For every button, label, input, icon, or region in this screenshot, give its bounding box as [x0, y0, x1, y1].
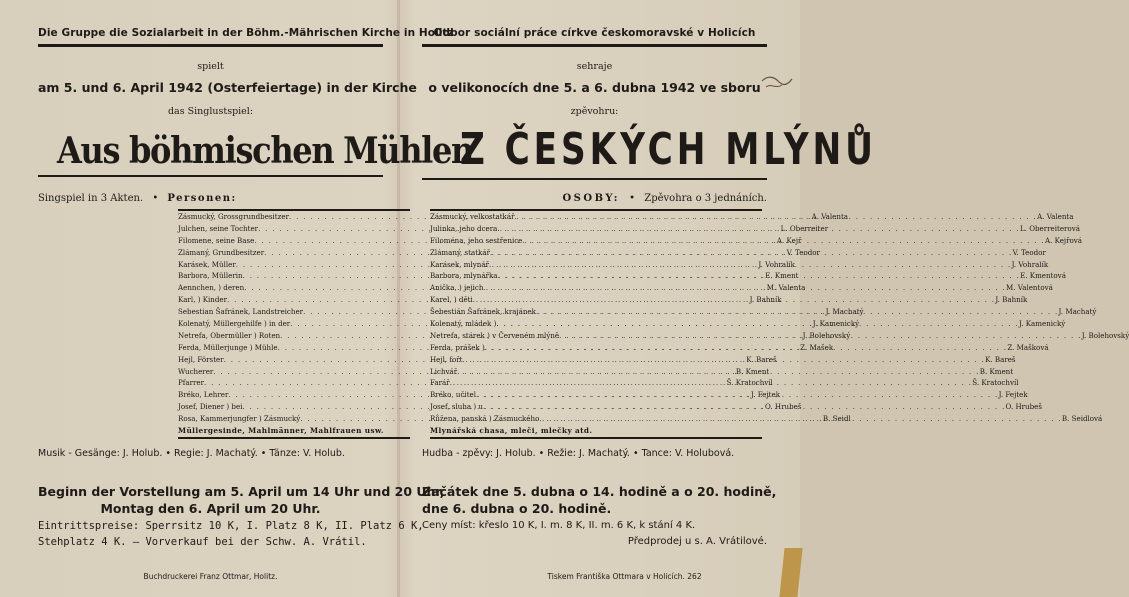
cast-role: Karásek, mlynář	[430, 259, 489, 269]
leader-dots	[536, 306, 1059, 318]
cast-actor: K. Bareš	[985, 354, 1016, 364]
acts-persons-line	[38, 193, 383, 204]
leader-dots	[457, 366, 980, 378]
cast-role: Karl, ) Kinder	[178, 295, 227, 305]
cast-row	[430, 223, 1080, 235]
title-rule	[422, 178, 767, 180]
leader-dots	[522, 235, 1045, 247]
cast-role: Filoména, jeho sestřenice	[430, 235, 523, 245]
persons-label: OSOBY:	[562, 193, 620, 204]
cast-role: Julinka, jeho dcera	[430, 223, 498, 233]
cast-actor: J. Bolehovský	[802, 330, 851, 340]
cast-actor: J. Fejtek	[750, 390, 781, 400]
cast-role: Zásmucký, velkostatkář	[430, 212, 515, 221]
cast-actor: E. Kmentová	[1020, 271, 1066, 281]
cast-actor: J. Machatý	[1058, 307, 1097, 317]
cast-row	[430, 366, 1014, 378]
cast-role: Barbora, mlynářka	[430, 271, 498, 281]
cast-note: Müllergesinde, Mahlmänner, Mahlfrauen usw.	[178, 426, 384, 436]
acts-label: Singspiel in 3 Akten.	[38, 193, 144, 204]
begin-line-2: dne 6. dubna o 20. hodině.	[422, 501, 612, 516]
cast-role: Šebestián Šafránek, krajánek	[430, 307, 536, 317]
cast-role: Filomene, seine Base	[178, 235, 255, 245]
cast-actor: B. Kment	[735, 366, 770, 376]
prices-line-1: Ceny míst: křeslo 10 K, I. m. 8 K, II. m. 6 K, k stání 4 K.	[422, 520, 696, 531]
cast-role: Netrefa, Obermüller ) Roten	[178, 330, 281, 340]
cast-row	[430, 354, 1016, 366]
cast-row	[430, 270, 1066, 282]
cast-role: Julchen, seine Tochter	[178, 223, 259, 233]
org-heading: Die Gruppe die Sozialarbeit in der Böhm.-Mährischen Kirche in Holitz	[38, 27, 454, 39]
cast-actor: J. Kamenický	[1018, 319, 1066, 329]
cast-row	[430, 318, 1066, 330]
cast-role: Wucherer	[178, 366, 214, 376]
cast-role: Růžena, panská ) Zásmuckého	[430, 414, 540, 424]
cast-role: Netrefa, stárek ) v Červeném mlýně	[430, 330, 560, 340]
cast-role: Zásmucký, Grossgrundbesitzer	[178, 212, 289, 221]
cast-role: Ferda, prášek )	[430, 342, 485, 352]
cast-role: Rosa, Kammerjungfer ) Zásmucký	[178, 414, 301, 424]
cast-role: Josef, sluha ) u	[430, 402, 483, 412]
leader-dots	[514, 211, 1037, 223]
acts-persons-line	[422, 193, 767, 204]
leader-dots	[476, 389, 999, 401]
cast-actor: B. Seidl	[822, 414, 851, 424]
leader-dots	[483, 401, 1006, 413]
cast-role: Lichvář	[430, 366, 458, 376]
cast-actor: K. Bareš	[746, 354, 777, 364]
cast-role: Zlámaný, Grundbesitzer	[178, 247, 265, 257]
acts-label: Zpěvohra o 3 jednáních.	[644, 193, 767, 204]
cast-note: Mlynářská chasa, mleči, mlečky atd.	[430, 426, 593, 436]
cast-row	[430, 401, 1042, 413]
cast-actor: B. Seidlová	[1061, 414, 1103, 424]
cast-actor: A. Valenta	[1037, 212, 1074, 221]
cast-role: Hejl, Förster	[178, 354, 224, 364]
leader-dots	[483, 282, 1006, 294]
begin-line-1: Beginn der Vorstellung am 5. April um 14 Uhr und 20 Uhr,	[38, 484, 445, 499]
leader-dots	[489, 259, 1012, 271]
begin-line-2: Montag den 6. April um 20 Uhr.	[100, 501, 321, 516]
cast-row	[430, 330, 1129, 342]
cast-row	[430, 413, 1103, 425]
title-rule	[38, 175, 383, 177]
pencil-mark-icon	[760, 73, 794, 93]
cast-actor: E. Kment	[765, 271, 799, 281]
leader-dots	[490, 247, 1013, 259]
cast-actor: J. Kamenický	[812, 319, 860, 329]
cast-actor: Z. Mašková	[1007, 342, 1049, 352]
begin-line-1: Začátek dne 5. dubna o 14. hodině a o 20. hodině,	[422, 484, 777, 499]
leader-dots	[485, 342, 1008, 354]
prices-line-2: Předprodej u s. A. Vrátilové.	[627, 536, 767, 547]
persons-label: Personen:	[167, 193, 237, 204]
genre-line: das Singlustspiel:	[167, 106, 254, 117]
cast-actor: Z. Mašek	[800, 342, 834, 352]
cast-role: Aennchen, ) deren	[178, 283, 245, 293]
cast-actor: B. Kment	[979, 366, 1014, 376]
leader-dots	[450, 377, 973, 389]
cast-actor: A. Kejř	[776, 235, 802, 245]
genre-line: zpěvohru:	[570, 106, 619, 117]
date-line: o velikonocích dne 5. a 6. dubna 1942 ve sboru	[428, 80, 761, 95]
cast-actor: M. Valenta	[766, 283, 806, 293]
cast-actor: J. Fejtek	[998, 390, 1028, 400]
cast-actor: O. Hrubeš	[765, 402, 802, 412]
cast-role: Karel, ) děti	[430, 295, 473, 305]
cast-actor: J. Bolehovský	[1081, 330, 1129, 340]
cast-actor: Š. Kratochvíl	[972, 378, 1019, 388]
cast-actor: J. Machatý	[825, 307, 864, 317]
credits-line: Hudba - zpěvy: J. Holub. • Režie: J. Machatý. • Tance: V. Holubová.	[422, 448, 735, 459]
cast-role: Karásek, Müller	[178, 259, 236, 269]
plays-label: sehraje	[576, 61, 613, 72]
leader-dots	[473, 294, 996, 306]
cast-role: Ferda, Müllerjunge ) Mühle	[178, 342, 278, 352]
cast-row	[430, 377, 1019, 389]
date-line: am 5. und 6. April 1942 (Osterfeiertage) in der Kirche	[38, 80, 417, 95]
leader-dots	[497, 223, 1020, 235]
cast-role: Bréko, učitel	[430, 390, 477, 400]
cast-actor: A. Valenta	[811, 212, 849, 221]
prices-line-1: Eintrittspreise: Sperrsitz 10 K, I. Platz 8 K, II. Platz 6 K,	[38, 520, 424, 532]
bullet-icon: •	[629, 193, 636, 204]
cast-row	[430, 306, 1097, 318]
cast-actor: V. Teodor	[786, 247, 820, 257]
bullet-icon: •	[152, 193, 159, 204]
play-title: Aus böhmischen Mühlen	[56, 130, 474, 172]
cast-actor: M. Valentová	[1005, 283, 1053, 293]
prices-line-2: Stehplatz 4 K. — Vorverkauf bei der Schw. A. Vrátil.	[38, 536, 367, 548]
cast-role: Kolenatý, Müllergehilfe ) in der	[178, 319, 291, 329]
cast-role: Hejl, fořt	[430, 354, 463, 364]
cast-actor: L. Oberreiterová	[1019, 223, 1080, 233]
cast-row	[430, 211, 1074, 223]
cast-actor: V. Teodor	[1012, 247, 1046, 257]
leader-dots	[496, 318, 1019, 330]
leader-dots	[539, 413, 1062, 425]
leader-dots	[498, 270, 1021, 282]
printer-credit: Tiskem Františka Ottmara v Holicích. 262	[547, 572, 702, 581]
cast-role: Sebestian Šafránek, Landstreicher	[178, 307, 304, 317]
cast-actor: J. Vohralík	[1011, 259, 1049, 269]
cast-row	[430, 247, 1046, 259]
cast-role: Pfarrer	[178, 378, 204, 388]
cast-actor: O. Hrubeš	[1005, 402, 1042, 412]
cast-actor: J. Bahník	[995, 295, 1028, 305]
leader-dots	[559, 330, 1082, 342]
org-heading: Odbor sociální práce církve českomoravské v Holicích	[433, 27, 756, 39]
cast-role: Josef, Diener ) bei	[178, 402, 243, 412]
cast-actor: J. Vohralík	[758, 259, 795, 269]
cast-role: Bréko, Lehrer	[178, 390, 229, 400]
cast-actor: J. Bahník	[749, 295, 782, 305]
cast-row	[430, 235, 1083, 247]
heading-rule	[422, 44, 767, 47]
plays-label: spielt	[197, 61, 224, 72]
cast-row	[430, 294, 1028, 306]
leader-dots	[463, 354, 986, 366]
cast-role: Anička, ) jejich	[430, 283, 484, 293]
cast-actor: Š. Kratochvíl	[726, 378, 773, 388]
cast-role: Barbora, Müllerin	[178, 271, 243, 281]
heading-rule	[38, 44, 383, 47]
cast-role: Farář	[430, 378, 450, 388]
printer-credit: Buchdruckerei Franz Ottmar, Holitz.	[143, 572, 278, 581]
cast-row	[430, 259, 1049, 271]
cast-role: Zlámaný, statkář	[430, 247, 491, 257]
cast-actor: L. Oberreiter	[780, 223, 829, 233]
cast-actor: A. Kejřová	[1044, 235, 1083, 245]
cast-row	[430, 389, 1028, 401]
play-title: Z ČESKÝCH MLÝNŮ	[459, 124, 877, 175]
credits-line: Musik - Gesänge: J. Holub. • Regie: J. Machatý. • Tänze: V. Holub.	[38, 448, 345, 459]
cast-role: Kolenatý, mládek )	[430, 319, 497, 329]
